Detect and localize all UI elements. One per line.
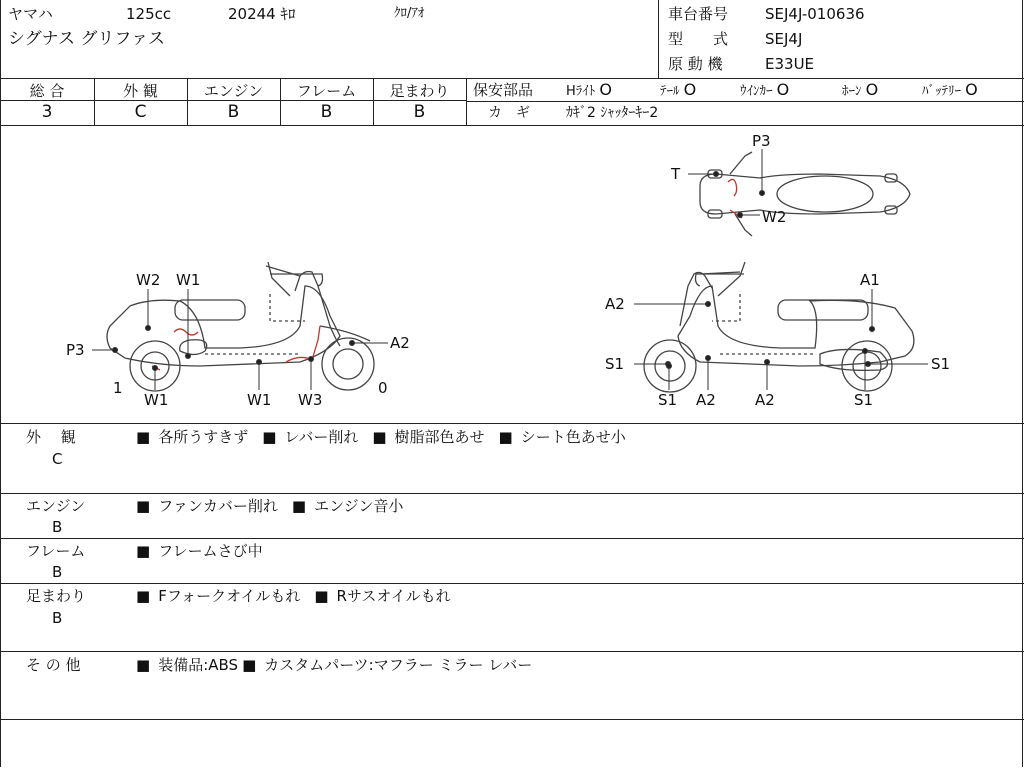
label-a2-right-top: A2 <box>605 295 625 313</box>
grade-overall-label: 総 合 <box>29 82 65 100</box>
safety-item-mark: O <box>965 80 978 99</box>
label-num-1: 1 <box>113 379 123 397</box>
safety-mid-line <box>466 101 1024 102</box>
note-item: ■ カスタムパーツ:マフラー ミラー レバー <box>242 656 532 674</box>
label-w1-top: W1 <box>176 271 201 289</box>
grade-overall-value: 3 <box>41 102 53 122</box>
maker: ヤマハ <box>8 5 53 23</box>
note-item: ■ 樹脂部色あせ <box>372 428 484 446</box>
type-label: 型 式 <box>668 30 729 48</box>
note-title-exterior: 外 観 <box>26 428 76 446</box>
label-a1: A1 <box>860 271 880 289</box>
label-w1-bottom-mid: W1 <box>247 391 272 409</box>
mileage: 20244 ｷﾛ <box>228 5 296 23</box>
note-item: ■ 各所うすきず <box>136 428 248 446</box>
damage-diagram <box>0 126 1024 422</box>
note-line <box>0 719 1024 720</box>
displacement: 125cc <box>126 5 172 23</box>
key-label: カ ギ <box>488 105 530 121</box>
damage-mark <box>728 179 737 196</box>
safety-item-horn <box>842 81 878 101</box>
label-w1-bottom-left: W1 <box>144 391 169 409</box>
label-p3-top: P3 <box>752 132 771 150</box>
engine-value: E33UE <box>765 55 815 73</box>
label-a2-left: A2 <box>390 334 410 352</box>
safety-item-mark: O <box>776 80 790 99</box>
note-title-engine: エンジン <box>26 497 86 515</box>
grade-frame-value: B <box>320 102 333 122</box>
safety-item-name: ｳｲﾝｶｰ <box>740 84 773 99</box>
label-a2-bottom-2: A2 <box>755 391 775 409</box>
label-p3-left: P3 <box>66 341 85 359</box>
label-s1-bottom-left: S1 <box>658 391 678 409</box>
safety-item-name: Hﾗｲﾄ <box>566 84 596 99</box>
label-s1-left: S1 <box>605 355 625 373</box>
grade-frame-label: フレーム <box>296 82 357 100</box>
note-items-engine <box>136 497 417 515</box>
note-item: ■ Fフォークオイルもれ <box>136 587 300 605</box>
grade-exterior-value: C <box>134 102 147 122</box>
frame-number: SEJ4J-010636 <box>765 5 865 23</box>
note-line <box>0 583 1024 584</box>
grade-exterior-label: 外 観 <box>123 82 158 100</box>
header-divider <box>658 0 659 78</box>
safety-item-winker <box>740 81 789 101</box>
type-value: SEJ4J <box>765 30 803 48</box>
note-item: ■ Rサスオイルもれ <box>314 587 450 605</box>
note-item: ■ 装備品:ABS <box>136 656 238 674</box>
note-title-frame: フレーム <box>26 542 86 560</box>
label-a2-bottom-1: A2 <box>696 391 716 409</box>
note-items-frame <box>136 542 277 560</box>
key-value: ｶｷﾞ2 ｼｬｯﾀｰｷｰ2 <box>566 105 659 121</box>
grade-engine-label: エンジン <box>203 82 264 100</box>
note-items-exterior <box>136 428 640 446</box>
note-item: ■ レバー削れ <box>262 428 358 446</box>
note-line <box>0 538 1024 539</box>
safety-item-name: ﾃｰﾙ <box>660 84 680 99</box>
top-view-scooter-icon <box>700 152 910 236</box>
note-grade-exterior: C <box>52 450 63 468</box>
safety-item-mark: O <box>865 80 879 99</box>
safety-item-mark: O <box>683 80 697 99</box>
grade-col-line <box>466 78 467 125</box>
color: ｸﾛ/ｱｵ <box>394 6 425 21</box>
diagram-bottom-line <box>0 423 1024 424</box>
damage-mark <box>174 329 198 335</box>
note-items-suspension <box>136 587 465 605</box>
note-grade-suspension: B <box>52 609 63 627</box>
note-item: ■ エンジン音小 <box>292 497 403 515</box>
note-items-other <box>136 656 546 674</box>
model-name: シグナス グリファス <box>8 29 166 49</box>
note-grade-engine: B <box>52 518 63 536</box>
note-grade-frame: B <box>52 563 63 581</box>
frame-number-label: 車台番号 <box>668 5 729 23</box>
label-num-0: 0 <box>378 379 388 397</box>
safety-item-tail <box>660 81 696 101</box>
safety-item-headlight <box>566 81 612 101</box>
engine-label: 原 動 機 <box>668 55 723 73</box>
safety-item-name: ﾎｰﾝ <box>842 84 862 99</box>
note-title-suspension: 足まわり <box>26 587 87 605</box>
safety-item-battery <box>922 81 978 101</box>
label-w3: W3 <box>298 391 323 409</box>
grade-suspension-label: 足まわり <box>389 82 450 100</box>
note-line <box>0 493 1024 494</box>
note-line <box>0 651 1024 652</box>
safety-item-mark: O <box>599 80 613 99</box>
safety-item-name: ﾊﾞｯﾃﾘｰ <box>922 84 961 99</box>
note-title-other: そ の 他 <box>26 656 81 674</box>
note-item: ■ シート色あせ小 <box>499 428 626 446</box>
note-item: ■ フレームさび中 <box>136 542 263 560</box>
safety-title: 保安部品 <box>473 81 534 99</box>
grade-suspension-value: B <box>413 102 426 122</box>
label-w2-top: W2 <box>136 271 161 289</box>
label-w2-top-view: W2 <box>762 208 787 226</box>
note-item: ■ ファンカバー削れ <box>136 497 278 515</box>
label-t: T <box>671 165 681 183</box>
header-bottom-line <box>0 78 1024 79</box>
grade-engine-value: B <box>227 102 240 122</box>
label-s1-right: S1 <box>931 355 951 373</box>
label-s1-bottom-right: S1 <box>854 391 874 409</box>
